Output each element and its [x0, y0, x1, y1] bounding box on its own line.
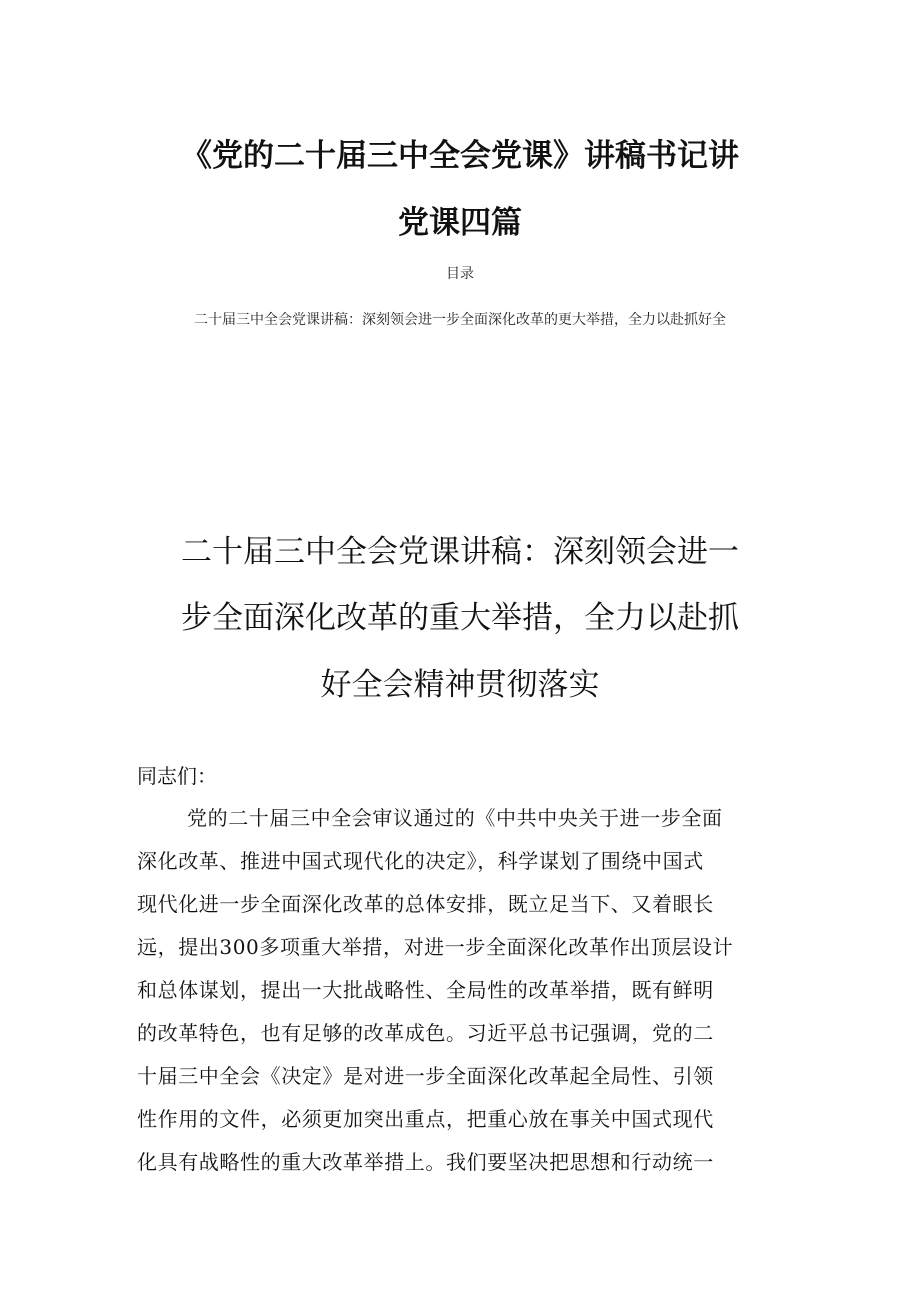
body-line: 的改革特色，也有足够的改革成色。习近平总书记强调，党的二: [137, 1021, 714, 1045]
body-line: 现代化进一步全面深化改革的总体安排，既立足当下、又着眼长: [137, 892, 714, 916]
main-title-line-2: 党课四篇: [398, 205, 522, 241]
body-line: 党的二十届三中全会审议通过的《中共中央关于进一步全面: [187, 806, 723, 830]
salutation: 同志们：: [137, 764, 217, 788]
body-line: 性作用的文件，必须更加突出重点，把重心放在事关中国式现代: [137, 1107, 714, 1131]
body-line: 远，提出300多项重大举措，对进一步全面深化改革作出顶层设计: [137, 935, 734, 959]
toc-entry-link[interactable]: 二十届三中全会党课讲稿：深刻领会进一步全面深化改革的更大举措，全力以赴抓好全: [194, 312, 726, 328]
main-title-line-1: 《党的二十届三中全会党课》讲稿书记讲: [181, 138, 739, 174]
body-line: 化具有战略性的重大改革举措上。我们要坚决把思想和行动统一: [137, 1150, 714, 1174]
section-title-line-1: 二十届三中全会党课讲稿：深刻领会进一: [181, 534, 739, 570]
body-line: 十届三中全会《决定》是对进一步全面深化改革起全局性、引领: [137, 1064, 714, 1088]
section-title-line-3: 好全会精神贯彻落实: [320, 667, 600, 703]
section-title-line-2: 步全面深化改革的重大举措，全力以赴抓: [181, 600, 739, 636]
body-line: 和总体谋划，提出一大批战略性、全局性的改革举措，既有鲜明: [137, 978, 714, 1002]
toc-heading: 目录: [446, 266, 474, 282]
body-line: 深化改革、推进中国式现代化的决定》，科学谋划了围绕中国式: [137, 849, 704, 873]
